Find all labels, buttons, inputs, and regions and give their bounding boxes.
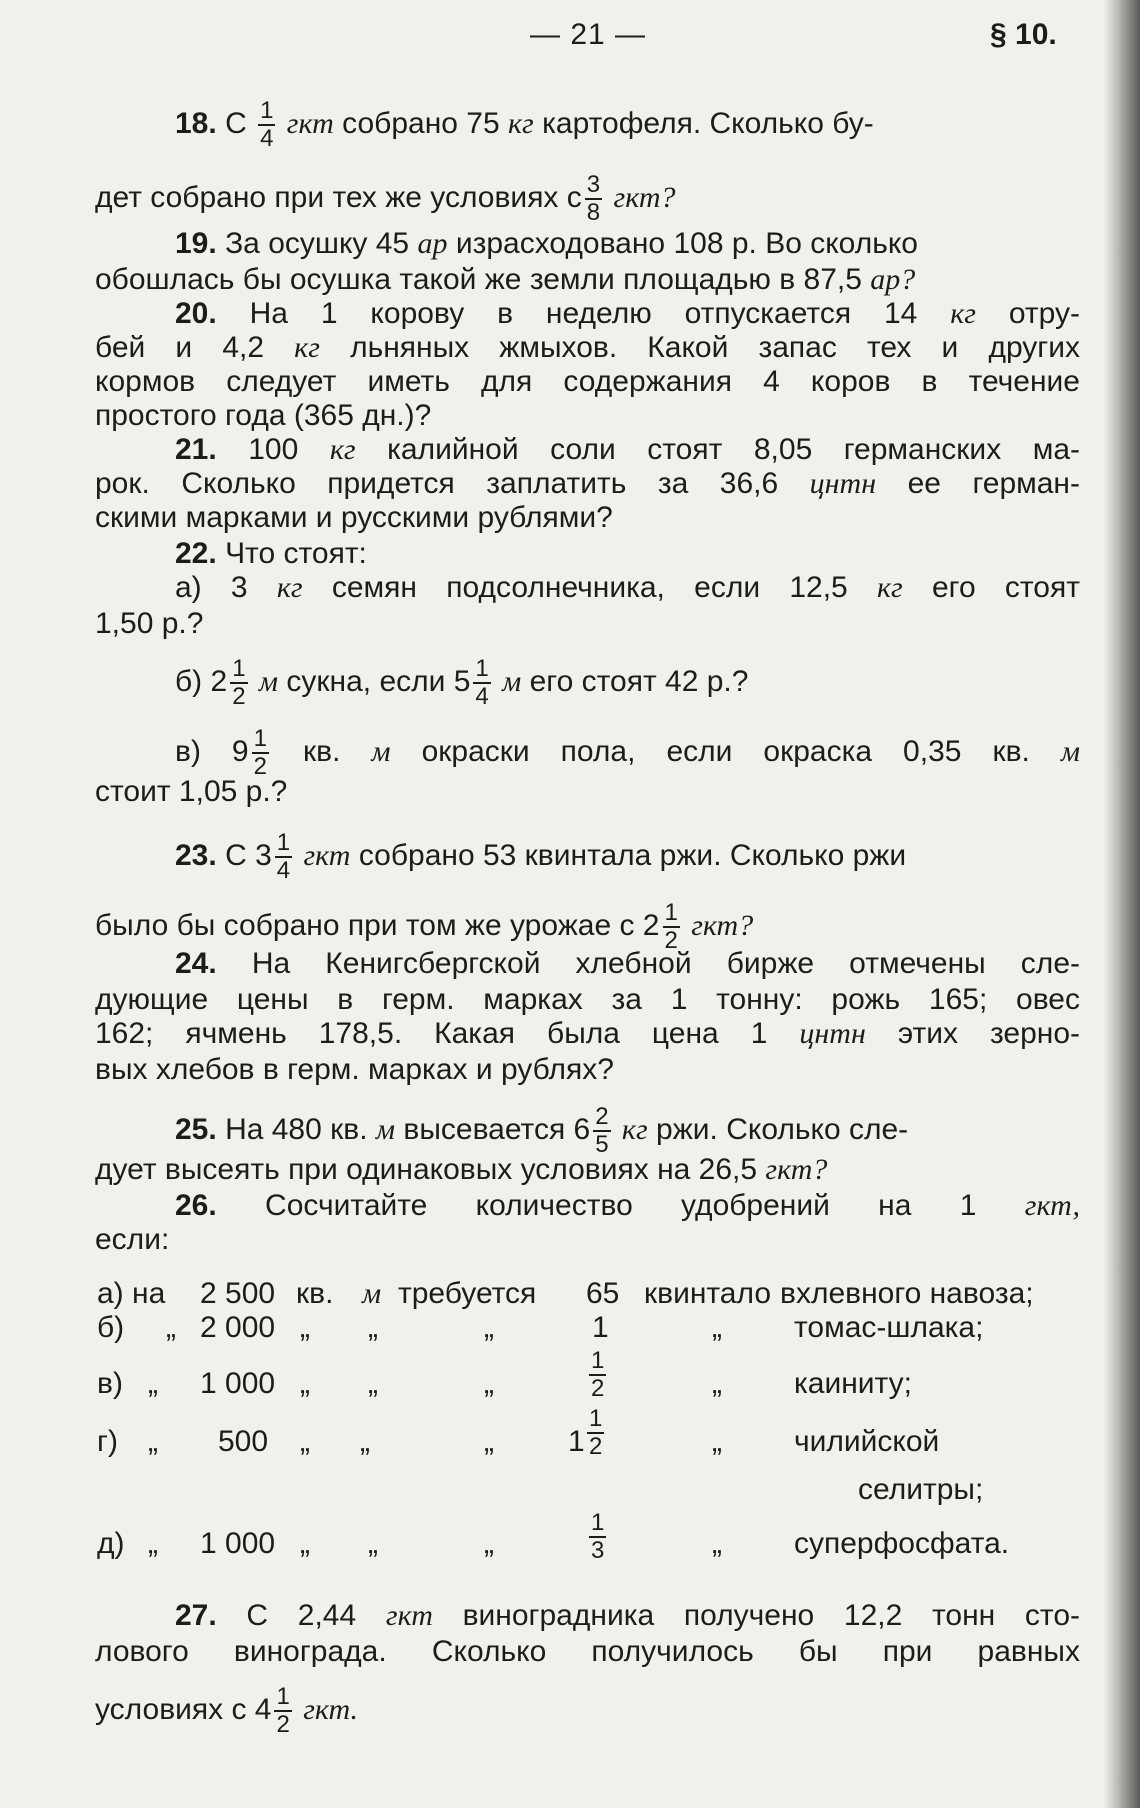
- fraction: $\frac{1}{2}$: [253, 725, 267, 780]
- fraction: $\frac{1}{2}$: [664, 899, 678, 954]
- problem-19-line-1: 19. За осушку 45 ар израсходовано 108 р. Во сколько: [175, 227, 918, 260]
- problem-number: 21.: [175, 433, 217, 466]
- fraction: $\frac{1}{2}$: [591, 1347, 605, 1402]
- problem-18-line-2: дет собрано при тех же условиях с $\frac{3}{8}$ гкт?: [95, 171, 676, 226]
- problem-27-line-2: лового винограда. Сколько получилось бы при равных: [95, 1635, 1080, 1668]
- problem-18-line-1: 18. С $\frac{1}{4}$ гкт собрано 75 кг картофеля. Сколько бу-: [175, 97, 874, 152]
- table-row-qty: 65: [586, 1277, 620, 1310]
- fraction: $\frac{1}{3}$: [591, 1509, 605, 1564]
- table-row-name: вхлевного навоза;: [780, 1277, 1034, 1310]
- page-number: — 21 —: [530, 18, 647, 51]
- table-row-area: 2 500: [200, 1277, 276, 1310]
- book-page: — 21 — § 10. 18. С $\frac{1}{4}$ гкт собрано 75 кг картофеля. Сколько бу- дет собрано при тех же условиях с $\frac{3}{8}$ гкт? 19. За осушку 45 ар израсходовано 108 р. Во сколько обошлась бы осушка такой же земли площадью в 87,5 ар? 20. На 1 корову в неделю отпускается 14 кг отру- бей и 4,2 кг льняных жмыхов. Какой запас тех и других кормов следует иметь для содержания 4 коров в течение простого года (365 дн.)? 21. 100 кг калийной соли стоят 8,05 германских ма- рок. Сколько придется заплатить за 36,6 цнтн ее герман- скими марками и русскими рублями? 22. Что стоят: а) 3 кг семян подсолнечника, если 12,5 кг его стоят 1,50 р.? б) 2 $\frac{1}{2}$ м сукна, если 5 $\frac{1}{4}$ м его стоят 42 р.? в) 9 $\frac{1}{2}$ кв. м окраски пола, если окраска 0,35 кв. м стоит 1,05 р.? 23. С 3 $\frac{1}{4}$ гкт собрано 53 квинтала ржи. Сколько ржи было бы собрано при том же урожае с 2 $\frac{1}{2}$ гкт? 24. На Кенигсбергской хлебной бирже отмечены сле- дующие цены в герм. марках за 1 тонну: рожь 165; овес 162; ячмень 178,5. Какая была цена 1 цнтн этих зерно- вых хлебов в герм. марках и рублях? 25. На 480 кв. м высевается 6 $\frac{2}{5}$ кг ржи. Сколько сле- дует высеять при одинаковых условиях на 26,5 гкт? 26. Сосчитайте количество удобрений на 1 гкт, если: а) на 2 500 кв. м требуется 65 квинтало вхлевного навоза; б) „ 2 000 „ „ „ 1 „ томас-шлака; в) „ 1 000 „ „ „ $\frac{1}{2}$ „ каиниту; г) „ 500 „ „ „ 1 $\frac{1}{2}$ „ чилийской селитры; д) „ 1 000 „ „ „ $\frac{1}{3}$ „ суперфосфата. 27. С 2,44 гкт виноградника получено 12,2 тонн сто- лового винограда. Сколько получилось бы при равных условиях с 4 $\frac{1}{2}$ гкт.: [0, 0, 1140, 1808]
- problem-20-line-1: 20. На 1 корову в неделю отпускается 14 кг отру-: [175, 297, 1080, 330]
- problem-number: 18.: [175, 106, 217, 140]
- problem-21-line-3: скими марками и русскими рублями?: [95, 501, 613, 534]
- fraction: $\frac{1}{4}$: [276, 829, 291, 884]
- problem-26-line-2: если:: [95, 1223, 170, 1256]
- problem-number: 22.: [175, 537, 217, 570]
- problem-26-line-1: 26. Сосчитайте количество удобрений на 1 гкт,: [175, 1189, 1081, 1222]
- fraction: $\frac{2}{5}$: [595, 1103, 609, 1158]
- fraction: $\frac{1}{2}$: [276, 1683, 290, 1738]
- fraction: $\frac{1}{4}$: [260, 97, 274, 152]
- fraction: $\frac{1}{2}$: [589, 1405, 603, 1460]
- problem-21-line-1: 21. 100 кг калийной соли стоят 8,05 германских ма-: [175, 433, 1081, 466]
- problem-number: 19.: [175, 227, 217, 260]
- problem-22-c-line-1: в) 9 $\frac{1}{2}$ кв. м окраски пола, если окраска 0,35 кв. м: [175, 725, 1081, 780]
- problem-23-line-2: было бы собрано при том же урожае с 2 $\frac{1}{2}$ гкт?: [95, 899, 754, 954]
- problem-20-line-3: кормов следует иметь для содержания 4 коров в течение: [95, 365, 1080, 398]
- problem-number: 20.: [175, 297, 217, 330]
- section-number: § 10.: [990, 18, 1057, 51]
- problem-25-line-2: дует высеять при одинаковых условиях на 26,5 гкт?: [95, 1153, 828, 1186]
- problem-22-c-line-2: стоит 1,05 р.?: [95, 775, 288, 808]
- problem-27-line-3: условиях с 4 $\frac{1}{2}$ гкт.: [95, 1683, 359, 1738]
- problem-20-line-4: простого года (365 дн.)?: [95, 399, 432, 432]
- fraction: $\frac{3}{8}$: [586, 171, 601, 226]
- problem-20-line-2: бей и 4,2 кг льняных жмыхов. Какой запас тех и других: [95, 331, 1080, 364]
- problem-number: 27.: [175, 1599, 217, 1632]
- problem-number: 24.: [175, 947, 217, 980]
- problem-22-a-line-1: а) 3 кг семян подсолнечника, если 12,5 кг его стоят: [175, 571, 1080, 604]
- problem-number: 25.: [175, 1112, 217, 1146]
- problem-24-line-3: 162; ячмень 178,5. Какая была цена 1 цнтн этих зерно-: [95, 1017, 1081, 1050]
- page-edge-shadow: [1104, 0, 1140, 1808]
- problem-21-line-2: рок. Сколько придется заплатить за 36,6 цнтн ее герман-: [95, 467, 1080, 500]
- problem-number: 23.: [175, 838, 217, 872]
- table-row-label: а) на: [97, 1277, 166, 1310]
- fraction: $\frac{1}{2}$: [232, 655, 246, 710]
- problem-number: 26.: [175, 1189, 217, 1222]
- fraction: $\frac{1}{4}$: [475, 655, 489, 710]
- problem-22-b: б) 2 $\frac{1}{2}$ м сукна, если 5 $\frac{1}{4}$ м его стоят 42 р.?: [175, 655, 749, 710]
- problem-27-line-1: 27. С 2,44 гкт виноградника получено 12,2 тонн сто-: [175, 1599, 1080, 1632]
- problem-23-line-1: 23. С 3 $\frac{1}{4}$ гкт собрано 53 квинтала ржи. Сколько ржи: [175, 829, 907, 884]
- problem-22-a-line-2: 1,50 р.?: [95, 607, 204, 640]
- problem-19-line-2: обошлась бы осушка такой же земли площадью в 87,5 ар?: [95, 263, 916, 296]
- problem-22-title: 22. Что стоят:: [175, 537, 367, 570]
- problem-24-line-1: 24. На Кенигсбергской хлебной бирже отмечены сле-: [175, 947, 1080, 980]
- problem-25-line-1: 25. На 480 кв. м высевается 6 $\frac{2}{5}$ кг ржи. Сколько сле-: [175, 1103, 909, 1158]
- problem-24-line-2: дующие цены в герм. марках за 1 тонну: рожь 165; овес: [95, 983, 1080, 1016]
- problem-24-line-4: вых хлебов в герм. марках и рублях?: [95, 1053, 614, 1086]
